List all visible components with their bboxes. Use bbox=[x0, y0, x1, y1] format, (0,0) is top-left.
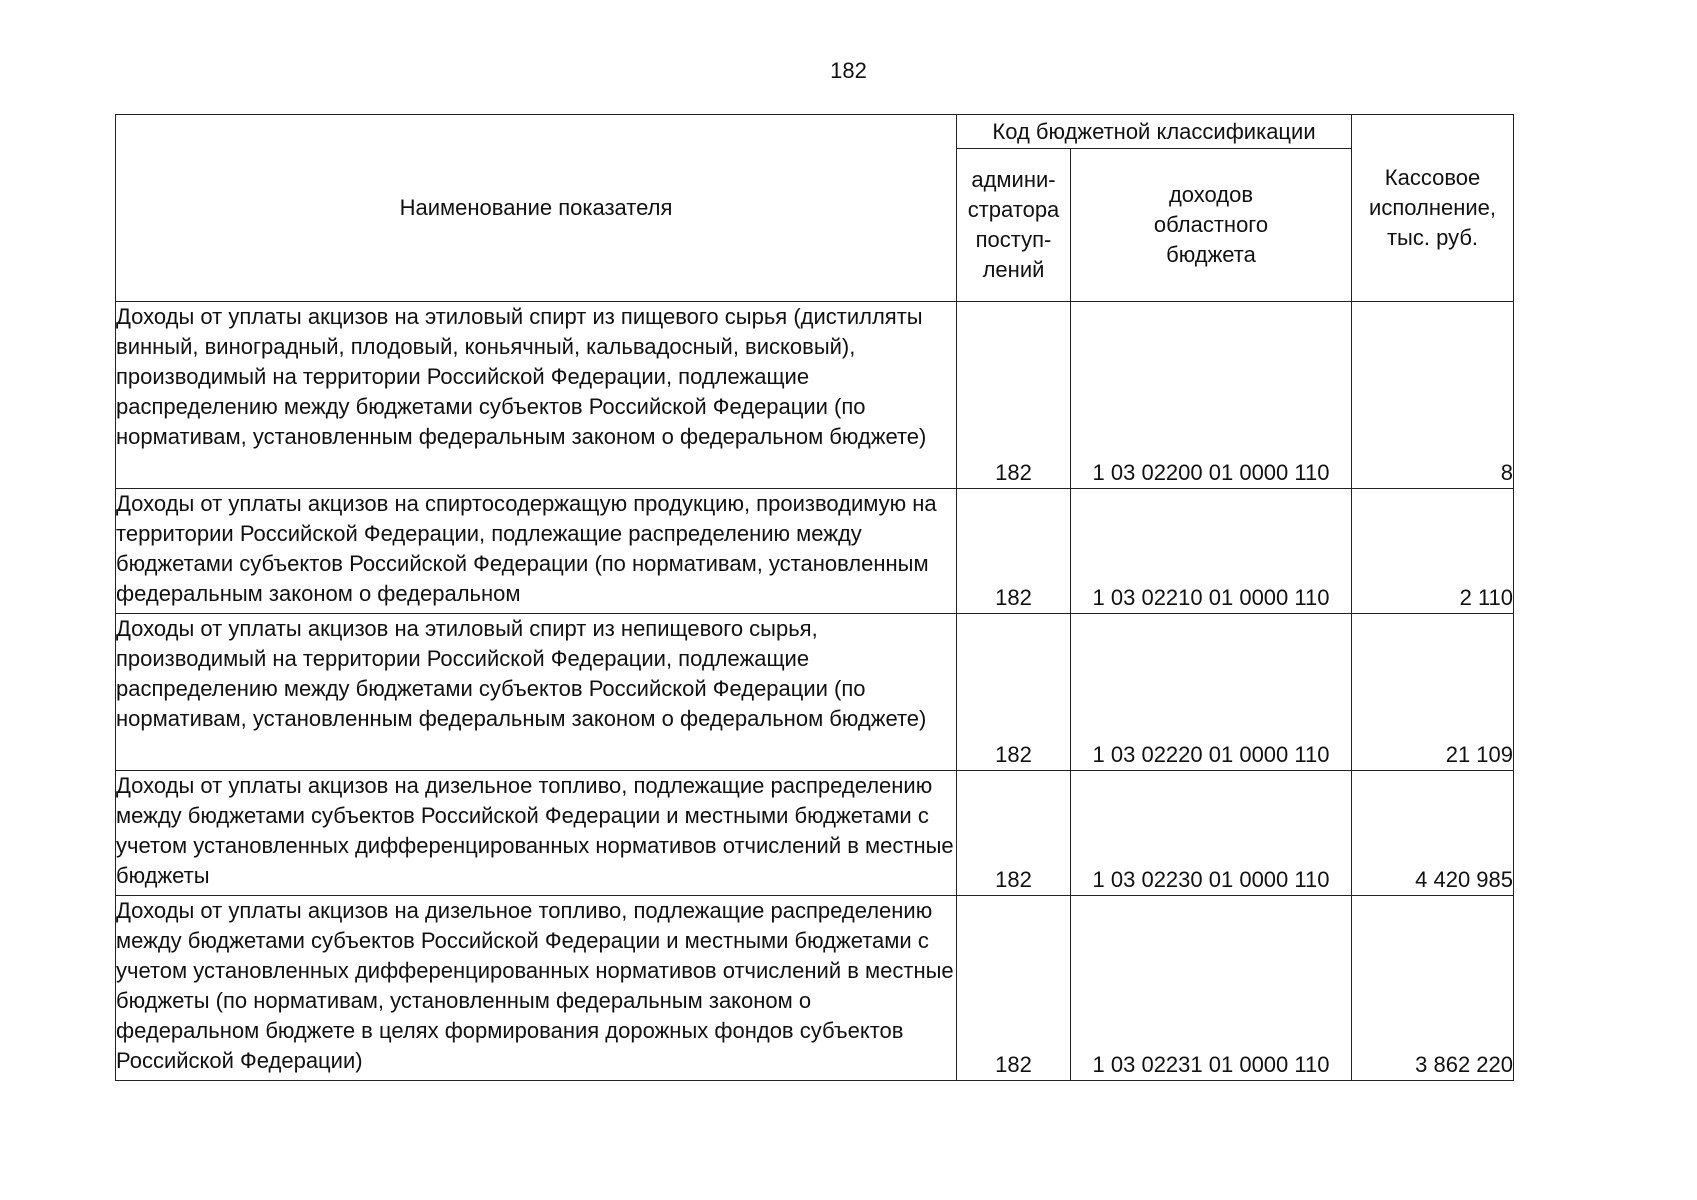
table-row bbox=[116, 614, 1514, 771]
row-indicator-name: Доходы от уплаты акцизов на дизельное топливо, подлежащие распределению между бюджетами субъектов Российской Федерации и местными бюджетами с учетом установленных дифференцированных нормативов отчислений в местные бюджеты (по нормативам, установленным федеральным законом о федеральном бюджете в целях формирования дорожных фондов субъектов Российской Федерации) bbox=[116, 896, 957, 1081]
row-admin-code: 182 bbox=[957, 896, 1071, 1081]
row-income-code: 1 03 02231 01 0000 110 bbox=[1071, 896, 1352, 1081]
row-amount: 4 420 985 bbox=[1352, 771, 1514, 896]
budget-revenue-table bbox=[115, 114, 1514, 1081]
row-admin-code: 182 bbox=[957, 489, 1071, 614]
row-admin-code: 182 bbox=[957, 771, 1071, 896]
row-income-code: 1 03 02230 01 0000 110 bbox=[1071, 771, 1352, 896]
row-income-code: 1 03 02220 01 0000 110 bbox=[1071, 614, 1352, 771]
header-cash-execution: Кассовое исполнение, тыс. руб. bbox=[1352, 115, 1514, 302]
table-row bbox=[116, 489, 1514, 614]
row-indicator-name: Доходы от уплаты акцизов на этиловый спирт из непищевого сырья, производимый на территории Российской Федерации, подлежащие распределению между бюджетами субъектов Российской Федерации (по нормативам, установленным федеральным законом о федеральном бюджете) bbox=[116, 614, 957, 771]
table-row bbox=[116, 302, 1514, 489]
header-classification-code: Код бюджетной классификации bbox=[957, 115, 1352, 149]
row-indicator-name: Доходы от уплаты акцизов на спиртосодержащую продукцию, производимую на территории Российской Федерации, подлежащие распределению между бюджетами субъектов Российской Федерации (по нормативам, установленным федеральным законом о федеральном bbox=[116, 489, 957, 614]
row-indicator-name: Доходы от уплаты акцизов на дизельное топливо, подлежащие распределению между бюджетами субъектов Российской Федерации и местными бюджетами с учетом установленных дифференцированных нормативов отчислений в местные бюджеты bbox=[116, 771, 957, 896]
page-number: 182 bbox=[830, 58, 867, 83]
row-amount: 8 bbox=[1352, 302, 1514, 489]
row-amount: 3 862 220 bbox=[1352, 896, 1514, 1081]
header-indicator-name: Наименование показателя bbox=[116, 115, 957, 302]
table-row bbox=[116, 771, 1514, 896]
row-admin-code: 182 bbox=[957, 302, 1071, 489]
row-amount: 21 109 bbox=[1352, 614, 1514, 771]
table-row bbox=[116, 896, 1514, 1081]
row-income-code: 1 03 02200 01 0000 110 bbox=[1071, 302, 1352, 489]
row-admin-code: 182 bbox=[957, 614, 1071, 771]
header-income-code: доходов областного бюджета bbox=[1071, 149, 1352, 302]
row-indicator-name: Доходы от уплаты акцизов на этиловый спирт из пищевого сырья (дистилляты винный, виноградный, плодовый, коньячный, кальвадосный, висковый), производимый на территории Российской Федерации, подлежащие распределению между бюджетами субъектов Российской Федерации (по нормативам, установленным федеральным законом о федеральном бюджете) bbox=[116, 302, 957, 489]
header-admin-code: админи- стратора поступ- лений bbox=[957, 149, 1071, 302]
header-row-top bbox=[116, 115, 1514, 149]
row-amount: 2 110 bbox=[1352, 489, 1514, 614]
row-income-code: 1 03 02210 01 0000 110 bbox=[1071, 489, 1352, 614]
